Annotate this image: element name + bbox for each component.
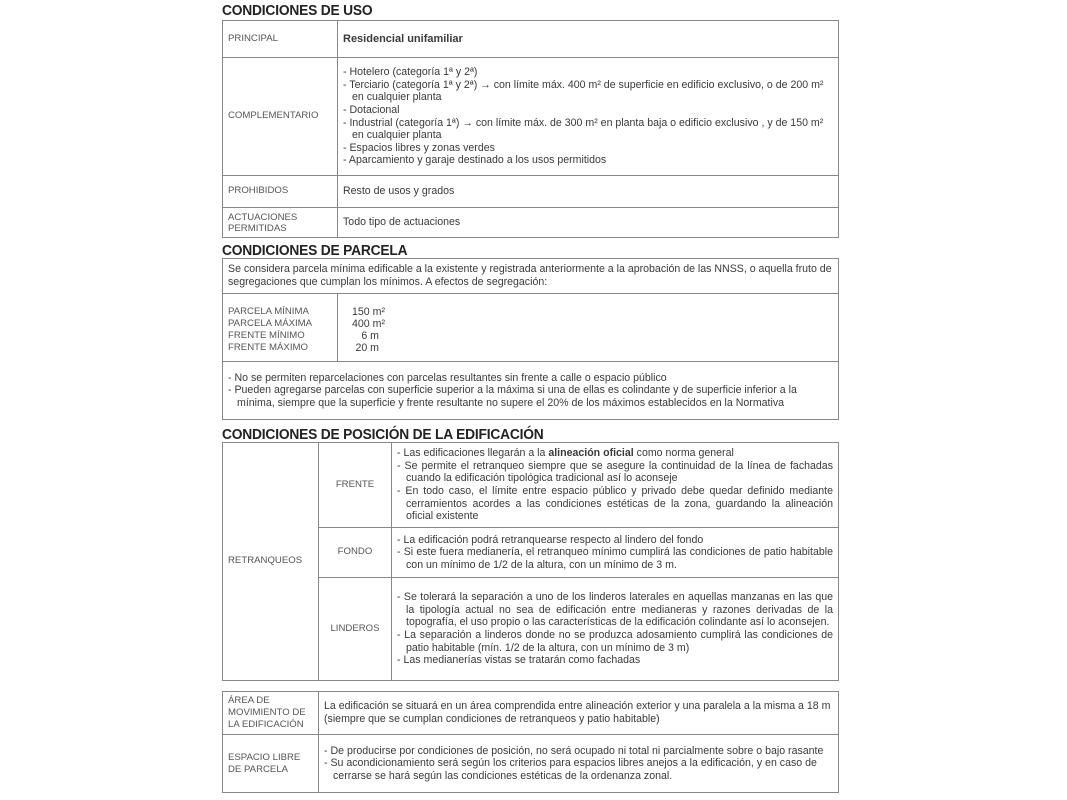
list-item: - Espacios libres y zonas verdes — [343, 141, 495, 154]
row-value: Todo tipo de actuaciones — [338, 208, 839, 238]
espacio-label: ESPACIO LIBRE DE PARCELA — [223, 735, 319, 793]
param-value: 150 m² — [352, 306, 385, 318]
section-title-parcela: CONDICIONES DE PARCELA — [222, 243, 408, 259]
param-value: 400 m² — [352, 318, 385, 330]
posicion-table — [222, 442, 839, 681]
table-row — [223, 443, 839, 528]
list-item: - Las medianerías vistas se tratarán como fachadas — [397, 654, 641, 667]
param-labels — [223, 294, 338, 362]
list-item: - Si este fuera medianería, el retranqueo mínimo cumplirá las condiciones de patio habitable con un mínimo de 1/2 de la altura, con un mínimo de 3 m. — [397, 546, 833, 571]
list-item: - No se permiten reparcelaciones con parcelas resultantes sin frente a calle o espacio público — [228, 371, 667, 384]
list-item: - Industrial (categoría 1ª) → con límite máx. de 300 m² en planta baja o edificio exclusivo , y de 150 m² en cualquier planta — [343, 116, 824, 142]
table-row — [223, 294, 839, 362]
row-label: PROHIBIDOS — [223, 176, 338, 208]
table-row — [223, 692, 839, 735]
row-label: COMPLEMENTARIO — [223, 58, 338, 176]
uso-table — [222, 20, 839, 238]
list-item: - En todo caso, el límite entre espacio público y privado debe quedar definido mediante cerramientos acordes a las condiciones estéticas de la zona, guardando la alineación oficial existente — [397, 485, 833, 523]
row-value: Resto de usos y grados — [338, 176, 839, 208]
linderos-content — [392, 578, 839, 681]
document-page — [222, 0, 839, 793]
frente-content — [392, 443, 839, 528]
retranqueos-label: RETRANQUEOS — [223, 443, 319, 681]
table-row — [223, 58, 839, 176]
espacio-content — [319, 735, 839, 793]
row-label: PRINCIPAL — [223, 21, 338, 58]
list-item: - Terciario (categoría 1ª y 2ª) → con límite máx. 400 m² de superficie en edificio exclusivo, o de 200 m² en cualquier planta — [343, 78, 824, 104]
linderos-label: LINDEROS — [319, 578, 392, 681]
table-row — [223, 735, 839, 793]
table-row — [223, 362, 839, 420]
parcela-notes — [223, 362, 839, 420]
area-label: ÁREA DE MOVIMIENTO DE LA EDIFICACIÓN — [223, 692, 319, 735]
row-value: Residencial unifamiliar — [338, 21, 839, 58]
param-value: 20 m — [355, 342, 379, 354]
param-value: 6 m — [361, 330, 379, 342]
table-row — [223, 208, 839, 238]
list-item: - La separación a linderos donde no se produzca adosamiento cumplirá las condiciones de patio habitable (mín. 1/2 de la altura, con un mínimo de 3 m) — [397, 629, 833, 654]
param-label: PARCELA MÁXIMA — [228, 318, 313, 329]
list-item — [397, 447, 833, 460]
list-item: - Dotacional — [343, 103, 400, 116]
list-item: - Hotelero (categoría 1ª y 2ª) — [343, 66, 478, 79]
param-values — [338, 294, 839, 362]
list-item: - La edificación podrá retranquearse respecto al lindero del fondo — [397, 533, 704, 546]
frente-label: FRENTE — [319, 443, 392, 528]
text: como norma general — [633, 447, 734, 460]
section-title-uso: CONDICIONES DE USO — [222, 3, 373, 19]
row-value — [338, 58, 839, 176]
list-item: - Se permite el retranqueo siempre que se asegure la continuidad de la línea de fachadas cuando la edificación tipológica tradicional así lo aconseje — [397, 459, 833, 485]
list-item: - De producirse por condiciones de posición, no será ocupado ni total ni parcialmente sobre o bajo rasante — [324, 744, 824, 757]
table-row — [223, 21, 839, 58]
param-label: FRENTE MÁXIMO — [228, 342, 308, 353]
table-row — [223, 176, 839, 208]
bold-text: alineación oficial — [548, 447, 634, 460]
table-row — [223, 259, 839, 294]
parcela-table — [222, 258, 839, 420]
row-label: ACTUACIONES PERMITIDAS — [223, 208, 338, 238]
area-espacio-table — [222, 691, 839, 793]
list-item: - Pueden agregarse parcelas con superficie superior a la máxima si una de ellas es colindante y de superficie inferior a la mínima, siempre que la superficie y frente resultante no supere el 20% de los máximos establecidos en la Normativa — [228, 384, 797, 409]
param-label: FRENTE MÍNIMO — [228, 330, 305, 341]
parcela-intro: Se considera parcela mínima edificable a la existente y registrada anteriormente a la aprobación de las NNSS, o aquella fruto de segregaciones que cumplan los mínimos. A efectos de segregación: — [223, 259, 839, 294]
param-label: PARCELA MÍNIMA — [228, 306, 309, 317]
text: - Las edificaciones llegarán a la — [397, 447, 549, 460]
section-title-posicion: CONDICIONES DE POSICIÓN DE LA EDIFICACIÓN — [222, 427, 544, 443]
fondo-content — [392, 528, 839, 578]
fondo-label: FONDO — [319, 528, 392, 578]
list-item: - Aparcamiento y garaje destinado a los usos permitidos — [343, 154, 607, 167]
list-item: - Su acondicionamiento será según los criterios para espacios libres anejos a la edificación, y en caso de cerrarse se hará según las condiciones estéticas de la ordenanza zonal. — [324, 757, 817, 782]
area-value: La edificación se situará en un área comprendida entre alineación exterior y una paralela a la misma a 18 m (siempre que se cumplan condiciones de retranqueos y patio habitable) — [319, 692, 839, 735]
list-item: - Se tolerará la separación a uno de los linderos laterales en aquellas manzanas en las que la tipología actual no sea de edificación entre medianeras y razones derivadas de la topografía, el uso propio o las características de la edificación colindante así lo aconsejen. — [397, 591, 833, 629]
